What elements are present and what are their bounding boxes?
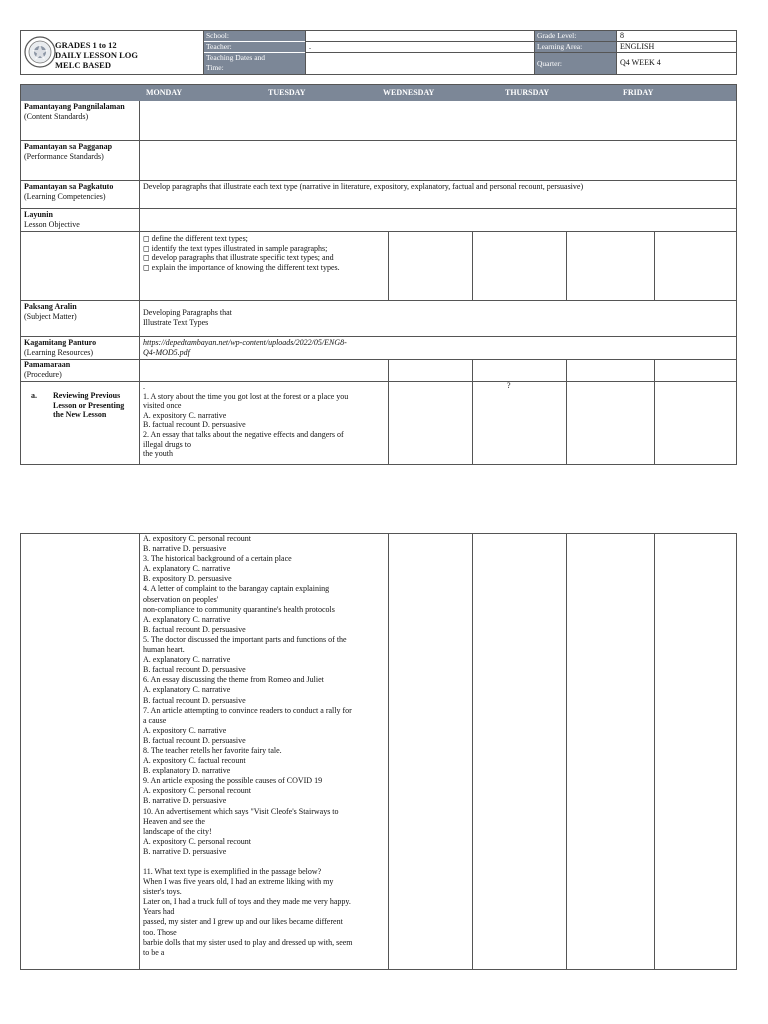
quiz-line: B. explanatory D. narrative xyxy=(143,766,231,776)
quiz-line: A. expository C. personal recount xyxy=(143,534,251,543)
row-label-performance-standards xyxy=(24,142,136,161)
quiz-line: 6. An essay discussing the theme from Romeo and Juliet xyxy=(143,675,324,685)
quiz-line: observation on peoples' xyxy=(143,594,219,604)
row-divider xyxy=(21,231,736,232)
deped-seal-icon xyxy=(24,36,56,68)
lesson-table-page-1 xyxy=(20,84,737,465)
quiz-line: B. factual recount D. persuasive xyxy=(143,735,246,745)
quiz-line: B. factual recount D. persuasive xyxy=(143,695,246,705)
quiz-line: 8. The teacher retells her favorite fairy tale. xyxy=(143,745,282,755)
quiz-line: A. expository C. factual recount xyxy=(143,756,246,766)
column-divider xyxy=(472,231,473,300)
row-subtitle: (Performance Standards) xyxy=(24,151,104,161)
column-divider xyxy=(472,359,473,464)
quiz-line: A. explanatory C. narrative xyxy=(143,614,231,624)
quiz-line: sister's toys. xyxy=(143,887,182,897)
title-line-2: DAILY LESSON LOG xyxy=(55,50,138,60)
column-divider xyxy=(566,534,567,969)
row-subtitle: (Procedure) xyxy=(24,369,62,379)
quiz-line: Later on, I had a truck full of toys and they made me very happy. xyxy=(143,897,351,907)
quiz-line: When I was five years old, I had an extreme liking with my xyxy=(143,877,334,887)
subject-line: Developing Paragraphs that xyxy=(143,308,232,317)
column-divider xyxy=(472,534,473,969)
quiz-line: B. expository D. persuasive xyxy=(143,574,232,584)
row-subtitle: (Subject Matter) xyxy=(24,311,77,321)
school-label: School: xyxy=(204,31,305,41)
row-divider xyxy=(21,336,736,337)
area-label: Learning Area: xyxy=(535,42,616,52)
quiz-line: A. expository C. narrative xyxy=(143,410,227,420)
quiz-line: 7. An article attempting to convince readers to conduct a rally for xyxy=(143,705,352,715)
day-header-tuesday: TUESDAY xyxy=(262,85,377,101)
procedure-step-a xyxy=(31,391,153,420)
objective-item: ◻ develop paragraphs that illustrate specific text types; and xyxy=(143,253,334,263)
quiz-line: B. factual recount D. persuasive xyxy=(143,420,246,430)
competencies-value: Develop paragraphs that illustrate each text type (narrative in literature, expository, explanatory, factual and personal recount, persuasive) xyxy=(143,182,584,191)
quiz-line: Heaven and see the xyxy=(143,816,205,826)
column-divider xyxy=(566,231,567,300)
objectives-list xyxy=(143,234,383,272)
resource-link-line[interactable]: https://depedtambayan.net/wp-content/uploads/2022/05/ENG8- xyxy=(143,338,347,347)
quiz-line: landscape of the city! xyxy=(143,826,212,836)
resource-link-line[interactable]: Q4-MOD5.pdf xyxy=(143,347,190,357)
objective-item: ◻ define the different text types; xyxy=(143,234,248,243)
row-label-procedure xyxy=(24,360,136,379)
row-label-subject-matter xyxy=(24,302,136,321)
quiz-line: 11. What text type is exemplified in the passage below? xyxy=(143,867,322,876)
step-line: the New Lesson xyxy=(53,410,107,419)
quiz-line: A. explanatory C. narrative xyxy=(143,655,231,665)
title-line-1: GRADES 1 to 12 xyxy=(55,40,117,50)
row-label-content-standards xyxy=(24,102,136,121)
row-title: Paksang Aralin xyxy=(24,302,77,311)
row-title: Pamantayan sa Pagkatuto xyxy=(24,182,114,191)
grade-label: Grade Level: xyxy=(535,31,616,41)
row-title: Layunin xyxy=(24,210,53,219)
quiz-line: B. narrative D. persuasive xyxy=(143,846,227,856)
row-label-competencies xyxy=(24,182,136,201)
row-label-objective xyxy=(24,210,136,229)
step-line: Lesson or Presenting xyxy=(53,400,125,410)
row-divider xyxy=(21,140,736,141)
quiz-line: B. narrative D. persuasive xyxy=(143,796,227,806)
column-divider xyxy=(388,231,389,300)
quiz-line: non-compliance to community quarantine's health protocols xyxy=(143,604,335,614)
quiz-line: 2. An essay that talks about the negative effects and dangers of xyxy=(143,429,344,439)
quiz-line: 3. The historical background of a certain place xyxy=(143,554,292,564)
lesson-table-page-2 xyxy=(20,533,737,970)
row-subtitle: (Content Standards) xyxy=(24,111,89,121)
quiz-line: too. Those xyxy=(143,927,177,937)
row-title: Pamantayan sa Pagganap xyxy=(24,142,113,151)
area-value[interactable]: ENGLISH xyxy=(620,42,655,51)
quarter-label: Quarter: xyxy=(535,53,616,74)
day-header-friday: FRIDAY xyxy=(617,85,736,101)
day-header-monday: MONDAY xyxy=(140,85,262,101)
row-title: Kagamitang Panturo xyxy=(24,338,97,347)
quiz-line: to be a xyxy=(143,947,165,957)
day-header-wednesday: WEDNESDAY xyxy=(377,85,499,101)
quiz-line: B. factual recount D. persuasive xyxy=(143,624,246,634)
quiz-line: A. expository C. personal recount xyxy=(143,786,251,796)
step-line: Reviewing Previous xyxy=(53,391,121,400)
teacher-label: Teacher: xyxy=(204,42,305,52)
column-divider xyxy=(139,534,140,969)
quiz-line: Years had xyxy=(143,907,175,917)
log-title xyxy=(55,40,138,70)
quiz-line: A. expository C. narrative xyxy=(143,725,227,735)
quiz-line: A. explanatory C. narrative xyxy=(143,685,231,695)
quiz-items-page-2 xyxy=(143,534,387,958)
dates-label xyxy=(204,53,305,74)
quiz-line: 4. A letter of complaint to the barangay captain explaining xyxy=(143,584,330,594)
thursday-mark: ? xyxy=(507,381,511,390)
day-header-blank xyxy=(21,85,140,101)
quiz-line xyxy=(143,857,387,867)
quiz-line: illegal drugs to xyxy=(143,439,191,449)
quiz-line: B. factual recount D. persuasive xyxy=(143,665,246,675)
quiz-items-page-1 xyxy=(143,382,387,459)
dates-label-line-1: Teaching Dates and xyxy=(206,53,266,62)
step-letter: a. xyxy=(31,391,37,400)
objective-item: ◻ explain the importance of knowing the different text types. xyxy=(143,262,340,272)
subject-matter-value xyxy=(143,308,383,327)
row-divider xyxy=(21,300,736,301)
grade-value[interactable]: 8 xyxy=(620,31,624,40)
teacher-value[interactable]: . xyxy=(309,42,311,51)
quiz-line: 10. An advertisement which says "Visit Cleofe's Stairways to xyxy=(143,806,339,816)
quiz-line: 9. An article exposing the possible causes of COVID 19 xyxy=(143,776,323,786)
divider xyxy=(305,41,737,42)
quiz-line: a cause xyxy=(143,715,167,725)
quiz-line: the youth xyxy=(143,449,173,459)
resource-link[interactable] xyxy=(143,338,383,357)
header-table xyxy=(20,30,737,75)
quiz-line: . xyxy=(143,382,145,391)
title-line-3: MELC BASED xyxy=(55,60,111,70)
quiz-line: A. explanatory C. narrative xyxy=(143,564,231,574)
row-title: Pamantayang Pangnilalaman xyxy=(24,102,125,111)
quiz-line: passed, my sister and I grew up and our likes became different xyxy=(143,917,343,927)
divider xyxy=(305,52,737,53)
column-divider xyxy=(654,534,655,969)
quiz-line: human heart. xyxy=(143,645,185,655)
row-divider xyxy=(21,180,736,181)
column-divider xyxy=(388,359,389,464)
row-title: Pamamaraan xyxy=(24,360,71,369)
row-label-resources xyxy=(24,338,136,357)
row-divider xyxy=(21,208,736,209)
quiz-line: 1. A story about the time you got lost at the forest or a place you xyxy=(143,391,349,401)
dates-label-line-2: Time: xyxy=(206,63,224,72)
row-subtitle: Lesson Objective xyxy=(24,219,80,229)
quiz-line: barbie dolls that my sister used to play and dressed up with, seem xyxy=(143,937,353,947)
row-subtitle: (Learning Resources) xyxy=(24,347,94,357)
quiz-line: A. expository C. personal recount xyxy=(143,836,251,846)
column-divider xyxy=(654,359,655,464)
objective-item: ◻ identify the text types illustrated in sample paragraphs; xyxy=(143,243,328,253)
column-divider xyxy=(566,359,567,464)
quiz-line: 5. The doctor discussed the important parts and functions of the xyxy=(143,634,347,644)
day-header-thursday: THURSDAY xyxy=(499,85,617,101)
quiz-line: B. narrative D. persuasive xyxy=(143,544,227,554)
quarter-value[interactable]: Q4 WEEK 4 xyxy=(620,58,661,67)
quiz-line: visited once xyxy=(143,401,182,411)
logo-cell xyxy=(21,31,204,74)
subject-line: Illustrate Text Types xyxy=(143,317,209,327)
column-divider xyxy=(388,534,389,969)
row-subtitle: (Learning Competencies) xyxy=(24,191,106,201)
column-divider xyxy=(654,231,655,300)
